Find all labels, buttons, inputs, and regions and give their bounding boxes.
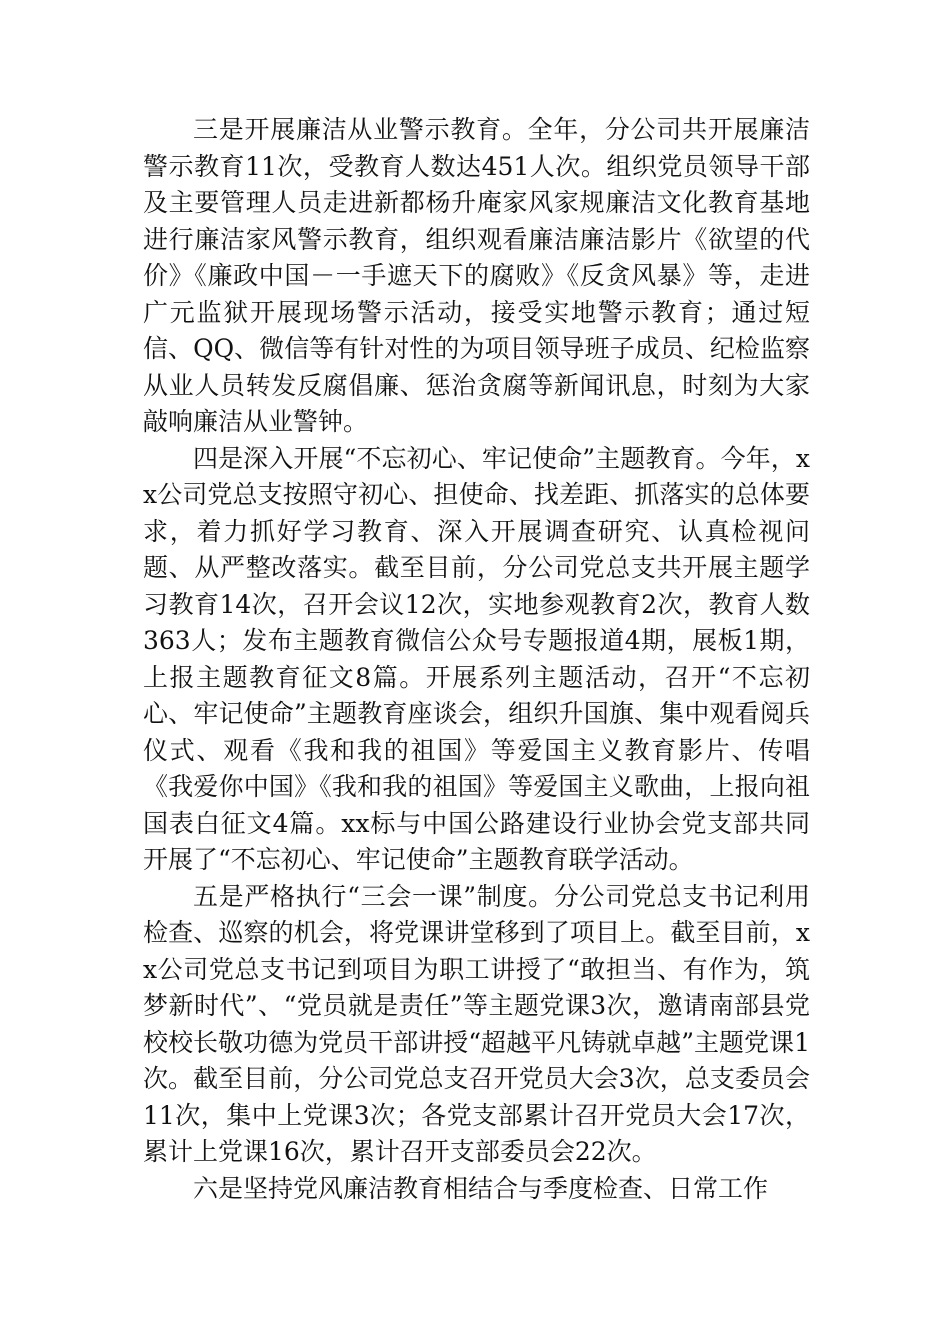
paragraph-three-meetings-one-lesson: 五是严格执行“三会一课”制度。分公司党总支书记利用检查、巡察的机会，将党课讲堂移到了项目上。截至目前，xx公司党总支书记到项目为职工讲授了“敢担当、有作为，筑梦新时代”、“党员就是责任”等主题党课3次，邀请南部县党校校长敬功德为党员干部讲授“超越平凡铸就卓越”主题党课1次。截至目前，分公司党总支召开党员大会3次，总支委员会11次，集中上党课3次；各党支部累计召开党员大会17次，累计上党课16次，累计召开支部委员会22次。 [143,881,810,1166]
paragraph-integrity-warning-education: 三是开展廉洁从业警示教育。全年，分公司共开展廉洁警示教育11次，受教育人数达451人次。组织党员领导干部及主要管理人员走进新都杨升庵家风家规廉洁文化教育基地进行廉洁家风警示教育，组织观看廉洁廉洁影片《欲望的代价》《廉政中国－一手遮天下的腐败》《反贪风暴》等，走进广元监狱开展现场警示活动，接受实地警示教育；通过短信、QQ、微信等有针对性的为项目领导班子成员、纪检监察从业人员转发反腐倡廉、惩治贪腐等新闻讯息，时刻为大家敲响廉洁从业警钟。 [143,115,810,436]
paragraph-integrity-combined-inspection: 六是坚持党风廉洁教育相结合与季度检查、日常工作 [193,1173,769,1203]
document-body [143,112,810,1207]
paragraph-theme-education: 四是深入开展“不忘初心、牢记使命”主题教育。今年，xx公司党总支按照守初心、担使命、找差距、抓落实的总体要求，着力抓好学习教育、深入开展调查研究、认真检视问题、从严整改落实。截至目前，分公司党总支共开展主题学习教育14次，召开会议12次，实地参观教育2次，教育人数363人；发布主题教育微信公众号专题报道4期，展板1期，上报主题教育征文8篇。开展系列主题活动，召开“不忘初心、牢记使命”主题教育座谈会，组织升国旗、集中观看阅兵仪式、观看《我和我的祖国》等爱国主义教育影片、传唱《我爱你中国》《我和我的祖国》等爱国主义歌曲，上报向祖国表白征文4篇。xx标与中国公路建设行业协会党支部共同开展了“不忘初心、牢记使命”主题教育联学活动。 [143,443,810,874]
